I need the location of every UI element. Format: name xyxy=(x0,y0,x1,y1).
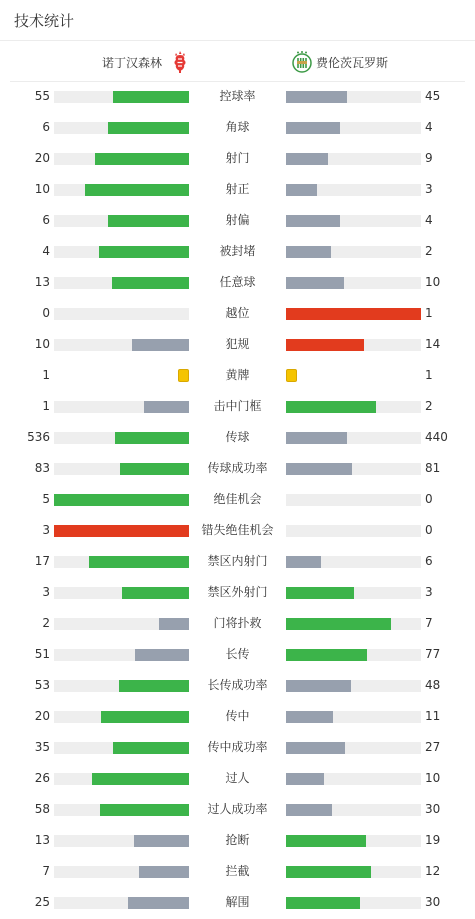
home-stat-bar-fill xyxy=(128,897,189,909)
home-stat-value: 10 xyxy=(34,182,50,196)
home-stat-bar-fill xyxy=(54,525,189,537)
home-stat-bar xyxy=(54,91,189,103)
stat-label: 错失绝佳机会 xyxy=(201,523,274,537)
away-stat-bar-fill xyxy=(286,773,324,785)
home-stat-value: 51 xyxy=(34,647,50,661)
home-stat-value: 10 xyxy=(34,337,50,351)
home-stat-bar xyxy=(54,277,189,289)
home-stat-bar-fill xyxy=(144,401,189,413)
home-stat-bar xyxy=(54,153,189,165)
away-stat-bar xyxy=(286,184,421,196)
home-stat-bar xyxy=(54,308,189,320)
home-stat-value: 13 xyxy=(34,275,50,289)
home-stat-bar xyxy=(54,897,189,909)
stat-row xyxy=(0,484,475,515)
away-stat-bar-fill xyxy=(286,432,347,444)
away-stat-bar-fill xyxy=(286,897,360,909)
stat-label: 禁区外射门 xyxy=(207,585,268,599)
away-stat-value: 0 xyxy=(425,492,433,506)
home-stat-value: 13 xyxy=(34,833,50,847)
away-stat-bar-fill xyxy=(286,556,321,568)
stats-list xyxy=(0,81,475,918)
home-stat-bar xyxy=(54,184,189,196)
away-stat-value: 9 xyxy=(425,151,433,165)
stat-row xyxy=(0,422,475,453)
stat-label: 过人成功率 xyxy=(207,802,268,816)
away-stat-bar-fill xyxy=(286,742,345,754)
stat-label: 射正 xyxy=(225,182,250,196)
home-stat-value: 1 xyxy=(42,399,50,413)
away-stat-bar-fill xyxy=(286,711,333,723)
home-stat-bar-fill xyxy=(85,184,189,196)
home-stat-value: 5 xyxy=(42,492,50,506)
away-stat-bar xyxy=(286,742,421,754)
home-stat-bar xyxy=(54,339,189,351)
home-stat-value: 0 xyxy=(42,306,50,320)
away-stat-value: 11 xyxy=(425,709,441,723)
away-stat-value: 1 xyxy=(425,368,433,382)
home-stat-value: 3 xyxy=(42,523,50,537)
stat-row xyxy=(0,112,475,143)
home-stat-bar xyxy=(54,835,189,847)
away-stat-bar xyxy=(286,556,421,568)
away-stat-bar xyxy=(286,897,421,909)
away-stat-value: 3 xyxy=(425,585,433,599)
home-stat-bar xyxy=(54,618,189,630)
stat-row xyxy=(0,763,475,794)
ferencvaros-crest-icon xyxy=(292,50,312,74)
away-stat-bar xyxy=(286,246,421,258)
stat-row xyxy=(0,608,475,639)
stat-label: 过人 xyxy=(225,771,250,785)
stat-label: 射门 xyxy=(225,151,250,165)
away-stat-bar xyxy=(286,122,421,134)
home-stat-bar xyxy=(54,246,189,258)
away-stat-value: 440 xyxy=(425,430,448,444)
away-stat-bar xyxy=(286,649,421,661)
stat-row xyxy=(0,453,475,484)
home-stat-bar-fill xyxy=(113,91,189,103)
stat-row xyxy=(0,298,475,329)
stat-label: 犯规 xyxy=(225,337,250,351)
stat-row xyxy=(0,515,475,546)
away-stat-bar-fill xyxy=(286,184,317,196)
away-stat-value: 10 xyxy=(425,771,441,785)
away-stat-value: 3 xyxy=(425,182,433,196)
away-stat-bar xyxy=(286,680,421,692)
away-stat-value: 0 xyxy=(425,523,433,537)
home-stat-value: 55 xyxy=(34,89,50,103)
away-team-name: 费伦茨瓦罗斯 xyxy=(316,55,389,70)
away-team[interactable] xyxy=(292,50,388,74)
page-title: 技术统计 xyxy=(14,12,75,30)
away-stat-bar xyxy=(286,432,421,444)
stat-label: 门将扑救 xyxy=(213,616,262,630)
away-stat-value: 2 xyxy=(425,244,433,258)
stat-label: 绝佳机会 xyxy=(213,492,262,506)
home-stat-value: 17 xyxy=(34,554,50,568)
home-stat-value: 6 xyxy=(42,120,50,134)
home-stat-bar xyxy=(54,680,189,692)
away-stat-bar xyxy=(286,308,421,320)
away-stat-bar-fill xyxy=(286,463,352,475)
away-stat-bar-fill xyxy=(286,866,371,878)
stat-label: 控球率 xyxy=(219,89,256,103)
away-stat-bar-fill xyxy=(286,618,391,630)
away-stat-value: 6 xyxy=(425,554,433,568)
away-stat-bar-fill xyxy=(286,308,421,320)
home-stat-bar xyxy=(54,494,189,506)
nottingham-forest-crest-icon xyxy=(170,50,190,74)
away-stat-bar xyxy=(286,711,421,723)
away-stat-value: 4 xyxy=(425,120,433,134)
away-stat-bar-fill xyxy=(286,91,347,103)
home-stat-value: 83 xyxy=(34,461,50,475)
home-stat-bar-fill xyxy=(134,835,189,847)
home-stat-bar-fill xyxy=(89,556,189,568)
away-stat-value: 7 xyxy=(425,616,433,630)
stats-header xyxy=(0,0,475,41)
stat-row xyxy=(0,887,475,918)
home-stat-bar-fill xyxy=(115,432,189,444)
away-stat-value: 2 xyxy=(425,399,433,413)
home-stat-bar-fill xyxy=(108,215,189,227)
stat-label: 击中门框 xyxy=(213,399,262,413)
home-stat-value: 3 xyxy=(42,585,50,599)
away-stat-bar xyxy=(286,463,421,475)
yellow-card-icon xyxy=(286,369,297,382)
home-team[interactable] xyxy=(102,50,190,74)
teams-bar xyxy=(10,42,465,82)
away-stat-bar-fill xyxy=(286,680,351,692)
away-stat-bar xyxy=(286,773,421,785)
yellow-card-icon xyxy=(178,369,189,382)
home-stat-bar-fill xyxy=(99,246,189,258)
home-stat-bar-fill xyxy=(95,153,190,165)
stat-label: 射偏 xyxy=(225,213,250,227)
home-stat-value: 58 xyxy=(34,802,50,816)
stat-row xyxy=(0,143,475,174)
away-stat-bar-fill xyxy=(286,649,367,661)
home-stat-value: 7 xyxy=(42,864,50,878)
stat-row xyxy=(0,639,475,670)
home-stat-bar-fill xyxy=(100,804,189,816)
away-stat-bar xyxy=(286,494,421,506)
stat-row xyxy=(0,174,475,205)
home-stat-bar xyxy=(54,122,189,134)
home-stat-bar-fill xyxy=(113,742,189,754)
away-stat-bar-fill xyxy=(286,804,332,816)
stat-row xyxy=(0,360,475,391)
away-stat-value: 12 xyxy=(425,864,441,878)
away-stat-value: 30 xyxy=(425,895,441,909)
home-stat-bar-fill xyxy=(54,494,189,506)
home-stat-bar xyxy=(54,215,189,227)
away-stat-value: 19 xyxy=(425,833,441,847)
away-stat-value: 45 xyxy=(425,89,441,103)
stat-row xyxy=(0,329,475,360)
away-stat-bar-fill xyxy=(286,835,366,847)
away-stat-value: 1 xyxy=(425,306,433,320)
home-stat-bar-fill xyxy=(122,587,190,599)
home-stat-bar xyxy=(54,432,189,444)
away-stat-bar-fill xyxy=(286,215,340,227)
home-stat-bar-fill xyxy=(108,122,189,134)
away-stat-value: 10 xyxy=(425,275,441,289)
stat-label: 解围 xyxy=(225,895,250,909)
home-stat-value: 26 xyxy=(34,771,50,785)
away-stat-bar xyxy=(286,401,421,413)
stat-row xyxy=(0,81,475,112)
stat-row xyxy=(0,577,475,608)
stat-row xyxy=(0,856,475,887)
home-stat-bar xyxy=(54,866,189,878)
stat-row xyxy=(0,794,475,825)
home-stat-value: 20 xyxy=(34,151,50,165)
away-stat-bar xyxy=(286,525,421,537)
away-stat-bar xyxy=(286,339,421,351)
home-stat-bar-fill xyxy=(92,773,189,785)
away-stat-bar-fill xyxy=(286,587,354,599)
stat-row xyxy=(0,267,475,298)
home-stat-value: 536 xyxy=(27,430,50,444)
stat-label: 角球 xyxy=(225,120,250,134)
home-stat-bar-fill xyxy=(132,339,189,351)
stat-label: 拦截 xyxy=(225,864,250,878)
stat-row xyxy=(0,205,475,236)
away-stat-bar xyxy=(286,215,421,227)
home-stat-bar-fill xyxy=(120,463,189,475)
stat-label: 禁区内射门 xyxy=(207,554,268,568)
home-stat-bar xyxy=(54,556,189,568)
stat-row xyxy=(0,825,475,856)
home-stat-value: 35 xyxy=(34,740,50,754)
away-stat-value: 48 xyxy=(425,678,441,692)
stat-label: 黄牌 xyxy=(225,368,250,382)
away-stat-bar xyxy=(286,804,421,816)
away-stat-value: 77 xyxy=(425,647,441,661)
home-stat-value: 20 xyxy=(34,709,50,723)
home-stat-bar-fill xyxy=(119,680,189,692)
away-stat-bar-fill xyxy=(286,339,364,351)
stat-label: 长传成功率 xyxy=(207,678,268,692)
stat-row xyxy=(0,701,475,732)
home-stat-value: 25 xyxy=(34,895,50,909)
away-stat-value: 30 xyxy=(425,802,441,816)
stat-row xyxy=(0,670,475,701)
home-stat-bar-fill xyxy=(101,711,189,723)
away-stat-bar xyxy=(286,835,421,847)
home-stat-bar xyxy=(54,525,189,537)
home-stat-value: 6 xyxy=(42,213,50,227)
away-stat-value: 14 xyxy=(425,337,441,351)
home-stat-value: 2 xyxy=(42,616,50,630)
home-stat-value: 4 xyxy=(42,244,50,258)
away-stat-value: 4 xyxy=(425,213,433,227)
home-stat-bar xyxy=(54,587,189,599)
stat-row xyxy=(0,546,475,577)
away-stat-value: 81 xyxy=(425,461,441,475)
home-stat-bar-fill xyxy=(139,866,189,878)
away-stat-bar xyxy=(286,91,421,103)
stat-label: 被封堵 xyxy=(219,244,256,258)
stat-label: 传球 xyxy=(225,430,250,444)
stat-label: 长传 xyxy=(225,647,250,661)
stat-row xyxy=(0,391,475,422)
stat-label: 抢断 xyxy=(225,833,250,847)
home-stat-bar xyxy=(54,804,189,816)
home-stat-bar xyxy=(54,742,189,754)
away-stat-bar-fill xyxy=(286,277,344,289)
stat-label: 传中成功率 xyxy=(207,740,268,754)
away-stat-bar-fill xyxy=(286,246,331,258)
stat-label: 任意球 xyxy=(219,275,256,289)
away-stat-bar xyxy=(286,153,421,165)
home-stat-bar-fill xyxy=(112,277,189,289)
away-stat-value: 27 xyxy=(425,740,441,754)
home-stat-bar-fill xyxy=(135,649,189,661)
away-stat-bar-fill xyxy=(286,122,340,134)
away-stat-bar xyxy=(286,587,421,599)
home-stat-bar xyxy=(54,711,189,723)
stat-label: 传中 xyxy=(225,709,250,723)
away-stat-bar xyxy=(286,866,421,878)
away-stat-bar-fill xyxy=(286,153,328,165)
away-stat-bar xyxy=(286,277,421,289)
stat-label: 传球成功率 xyxy=(207,461,268,475)
home-stat-value: 1 xyxy=(42,368,50,382)
away-stat-bar xyxy=(286,618,421,630)
stat-label: 越位 xyxy=(225,306,250,320)
home-stat-bar xyxy=(54,463,189,475)
stat-row xyxy=(0,732,475,763)
stat-row xyxy=(0,236,475,267)
home-stat-bar xyxy=(54,649,189,661)
home-stat-value: 53 xyxy=(34,678,50,692)
home-team-name: 诺丁汉森林 xyxy=(102,55,163,70)
home-stat-bar xyxy=(54,773,189,785)
home-stat-bar-fill xyxy=(159,618,189,630)
home-stat-bar xyxy=(54,401,189,413)
away-stat-bar-fill xyxy=(286,401,376,413)
